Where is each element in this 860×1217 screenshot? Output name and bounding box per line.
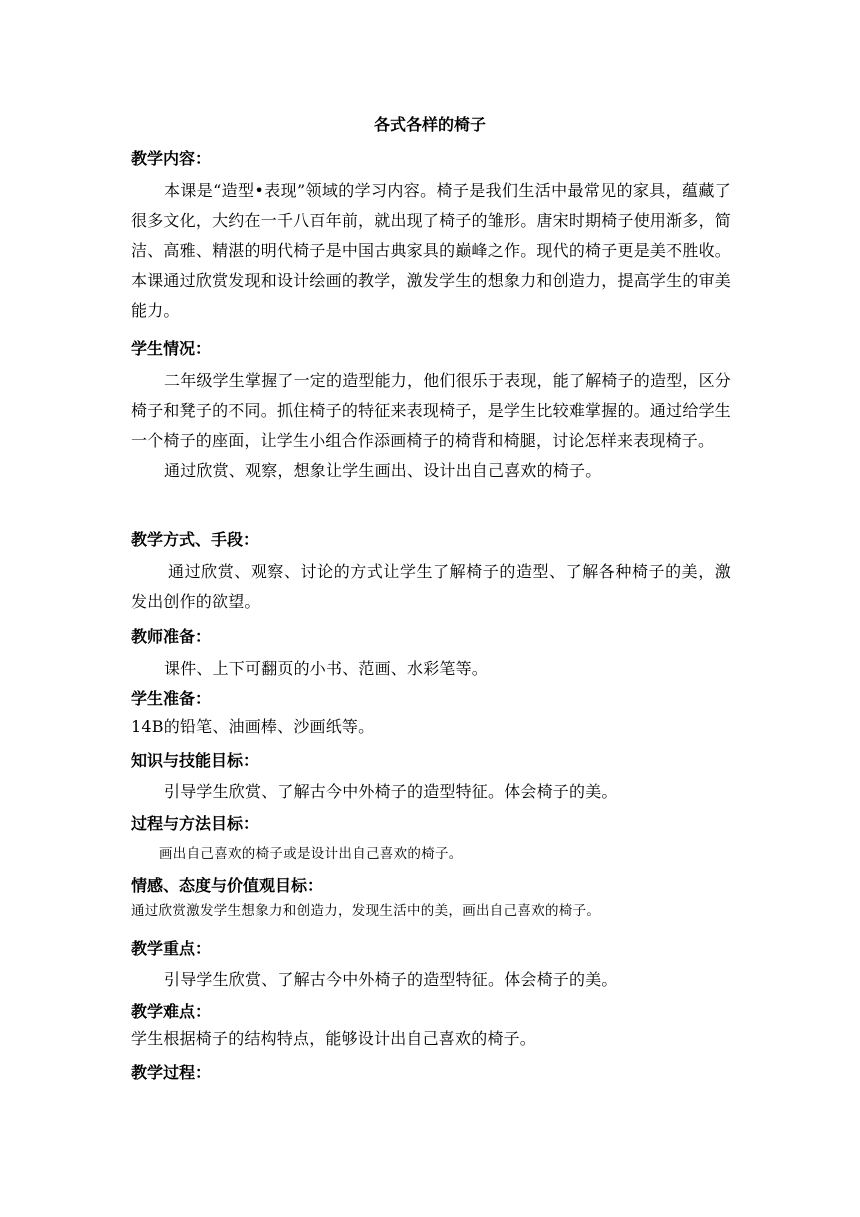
- section-difficulties: [131, 1000, 731, 1024]
- paragraph: 通过欣赏激发学生想象力和创造力，发现生活中的美，画出自己喜欢的椅子。: [131, 903, 601, 919]
- section-process-goal-body: [131, 843, 731, 865]
- section-heading: 情感、态度与价值观目标：: [131, 876, 324, 895]
- paragraph: 画出自己喜欢的椅子或是设计出自己喜欢的椅子。: [159, 846, 463, 862]
- paragraph: 课件、上下可翻页的小书、范画、水彩笔等。: [164, 659, 489, 678]
- document-title: 各式各样的椅子: [373, 115, 486, 134]
- paragraph: 引导学生欣赏、了解古今中外椅子的造型特征。体会椅子的美。: [164, 782, 618, 801]
- section-heading: 过程与方法目标：: [131, 814, 260, 833]
- section-process: [131, 1061, 731, 1085]
- section-students-body: [131, 366, 731, 486]
- section-student-prep: [131, 687, 731, 711]
- paragraph: 通过欣赏、观察，想象让学生画出、设计出自己喜欢的椅子。: [164, 461, 602, 480]
- paragraph: 14B的铅笔、油画棒、沙画纸等。: [131, 717, 375, 736]
- paragraph: 引导学生欣赏、了解古今中外椅子的造型特征。体会椅子的美。: [164, 970, 618, 989]
- section-teacher-prep-body: [131, 654, 731, 684]
- section-key-points-body: [131, 965, 731, 995]
- section-content: [131, 147, 731, 171]
- section-emotion-goal: [131, 874, 731, 898]
- section-heading: 知识与技能目标：: [131, 751, 260, 770]
- section-key-points: [131, 937, 731, 961]
- section-heading: 教学方式、手段：: [131, 530, 260, 549]
- section-content-body: [131, 176, 731, 326]
- section-student-prep-body: [131, 712, 731, 742]
- section-difficulties-body: [131, 1024, 731, 1054]
- section-heading: 教学重点：: [131, 939, 212, 958]
- section-heading: 学生准备：: [131, 689, 212, 708]
- section-teacher-prep: [131, 625, 731, 649]
- section-emotion-goal-body: [131, 900, 731, 922]
- section-knowledge-goal-body: [131, 777, 731, 807]
- paragraph: 通过欣赏、观察、讨论的方式让学生了解椅子的造型、了解各种椅子的美，激发出创作的欲望。: [131, 562, 731, 611]
- section-methods-body: [131, 557, 731, 617]
- section-heading: 学生情况：: [131, 339, 212, 358]
- section-heading: 教学内容：: [131, 149, 212, 168]
- section-students: [131, 337, 731, 361]
- paragraph: 学生根据椅子的结构特点，能够设计出自己喜欢的椅子。: [131, 1029, 537, 1048]
- section-heading: 教师准备：: [131, 627, 212, 646]
- section-process-goal: [131, 812, 731, 836]
- section-knowledge-goal: [131, 749, 731, 773]
- paragraph: 二年级学生掌握了一定的造型能力，他们很乐于表现，能了解椅子的造型，区分椅子和凳子的不同。抓住椅子的特征来表现椅子，是学生比较难掌握的。通过给学生一个椅子的座面，让学生小组合作添画椅子的椅背和椅腿，讨论怎样来表现椅子。: [131, 371, 732, 450]
- section-heading: 教学过程：: [131, 1063, 212, 1082]
- paragraph: 本课是“造型•表现”领域的学习内容。椅子是我们生活中最常见的家具，蕴藏了很多文化，大约在一千八百年前，就出现了椅子的雏形。唐宋时期椅子使用渐多，简洁、高雅、精湛的明代椅子是中国古典家具的巅峰之作。现代的椅子更是美不胜收。本课通过欣赏发现和设计绘画的教学，激发学生的想象力和创造力，提高学生的审美能力。: [131, 181, 731, 320]
- section-methods: [131, 528, 731, 552]
- section-heading: 教学难点：: [131, 1002, 212, 1021]
